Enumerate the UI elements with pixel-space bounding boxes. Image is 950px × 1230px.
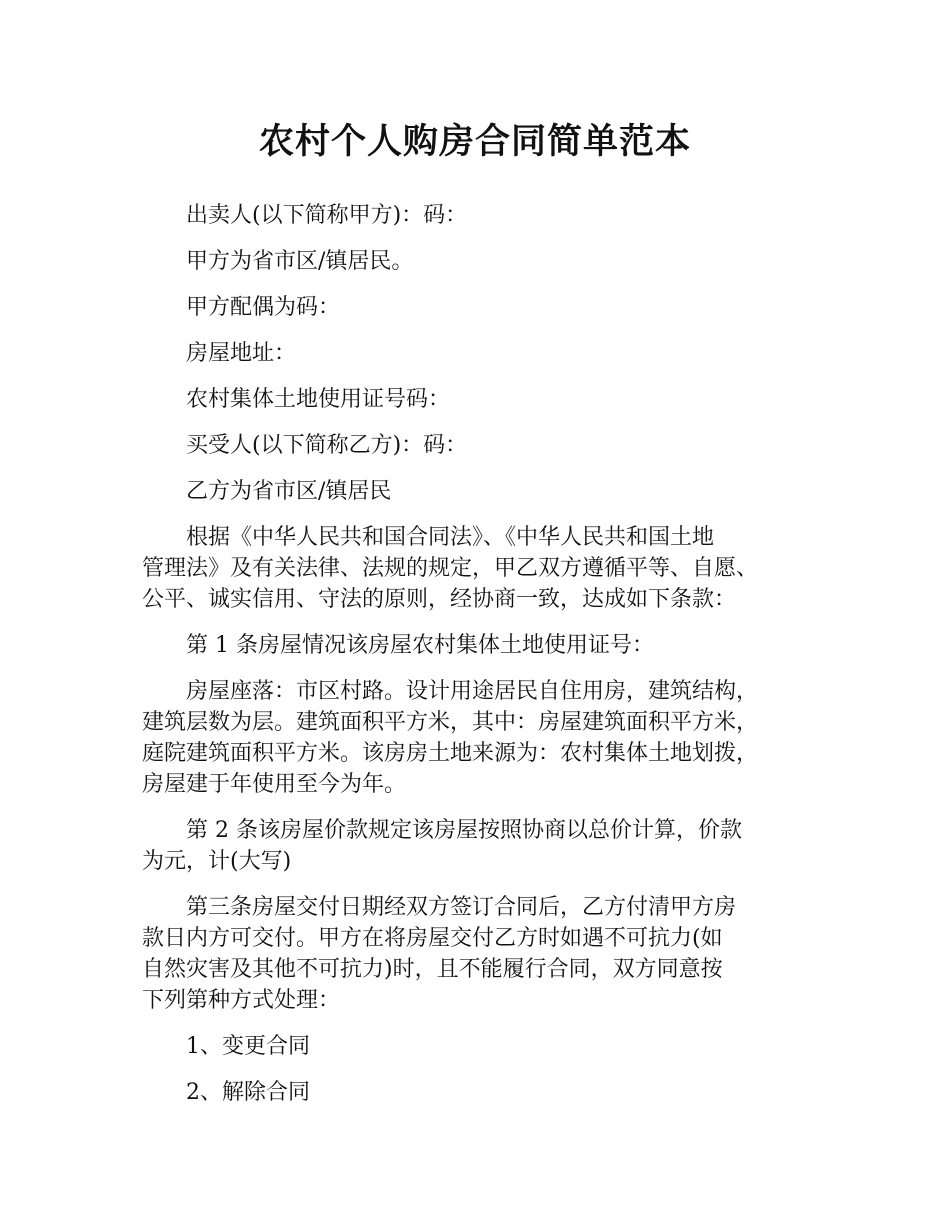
article-1-heading: 第 1 条房屋情况该房屋农村集体土地使用证号： (186, 633, 654, 658)
article-2-paragraph: 第 2 条该房屋价款规定该房屋按照协商以总价计算，价款 为元，计(大写) (142, 818, 742, 874)
buyer-line: 买受人(以下简称乙方)：码： (186, 433, 468, 458)
house-address-line: 房屋地址： (186, 341, 297, 366)
option-2-line: 2、解除合同 (186, 1080, 310, 1105)
option-1-line: 1、变更合同 (186, 1034, 310, 1059)
document-title: 农村个人购房合同简单范本 (258, 122, 691, 162)
house-location-paragraph: 房屋座落：市区村路。设计用途居民自住用房，建筑结构， 建筑层数为层。建筑面积平方米，其中：房屋建筑面积平方米， 庭院建筑面积平方米。该房房土地来源为：农村集体土地划拨， 房屋建于年使用至今为年。 (142, 679, 759, 797)
seller-line: 出卖人(以下简称甲方)：码： (186, 203, 468, 228)
buyer-residence-line: 乙方为省市区/镇居民 (186, 479, 392, 504)
article-3-paragraph: 第三条房屋交付日期经双方签订合同后，乙方付清甲方房 款日内方可交付。甲方在将房屋交付乙方时如遇不可抗力(如 自然灾害及其他不可抗力)时，且不能履行合同，双方同意按 下列第种方式处理： (142, 895, 737, 1013)
legal-basis-paragraph: 根据《中华人民共和国合同法》、《中华人民共和国土地 管理法》及有关法律、法规的规定，甲乙双方遵循平等、自愿、 公平、诚实信用、守法的原则，经协商一致，达成如下条款： (142, 525, 759, 612)
document-body (142, 200, 842, 1123)
seller-spouse-line: 甲方配偶为码： (186, 295, 341, 320)
land-certificate-line: 农村集体土地使用证号码： (186, 387, 451, 412)
seller-residence-line: 甲方为省市区/镇居民。 (186, 249, 414, 274)
